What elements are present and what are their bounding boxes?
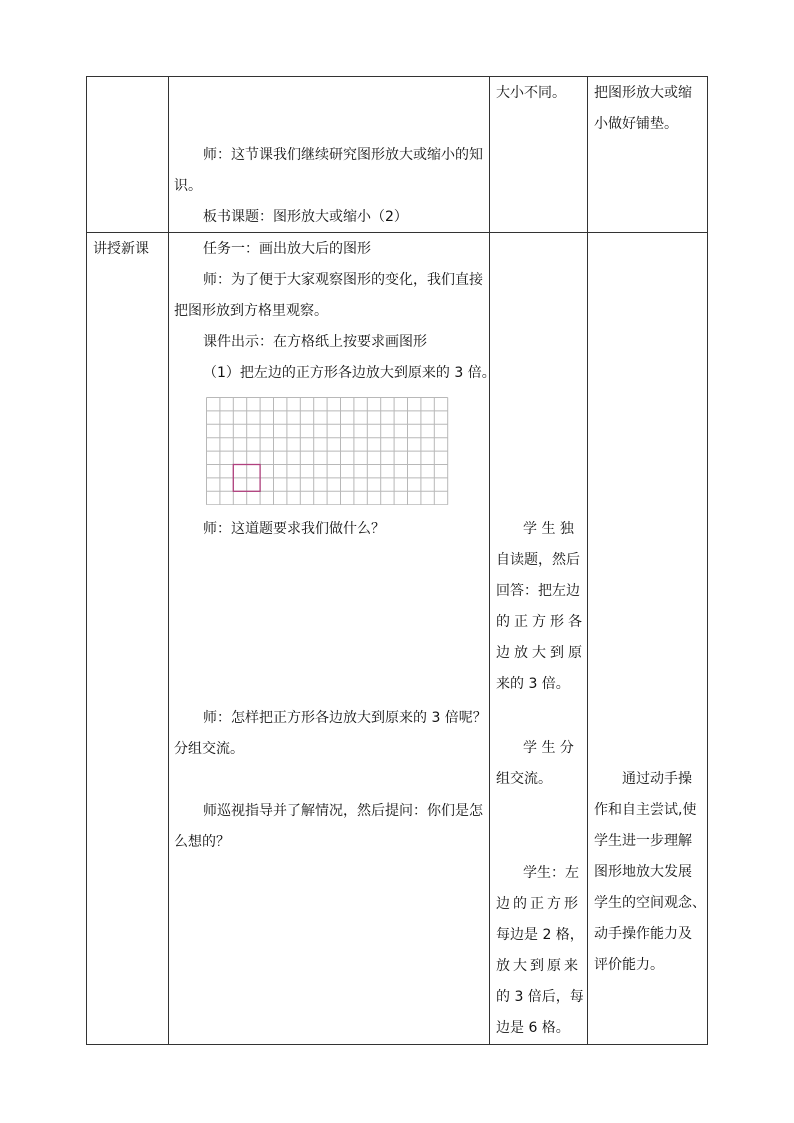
student-response-2 [496, 733, 582, 795]
column-divider-3 [587, 76, 588, 1045]
student-response-3 [496, 858, 582, 1044]
student-response-3-line-2: 边的正方形 [496, 896, 581, 912]
row1-intent-line-1: 把图形放大或缩 [594, 85, 692, 101]
student-response-1-line-2: 自读题，然后 [496, 552, 580, 568]
student-response-1-line-6: 来的 3 倍。 [496, 676, 570, 692]
row1-intent-line-2: 小做好铺垫。 [594, 116, 678, 132]
teacher-question-2-line-2: 分组交流。 [174, 741, 244, 757]
row1-teacher-line-2: 识。 [174, 178, 202, 194]
table-border-right [707, 76, 708, 1045]
design-intent-line-1: 通过动手操 [622, 771, 692, 787]
courseware-line: 课件出示：在方格纸上按要求画图形 [203, 334, 427, 350]
student-response-3-line-1: 学生：左 [523, 865, 579, 881]
task-title: 任务一：画出放大后的图形 [203, 241, 371, 257]
column-divider-1 [168, 76, 169, 1045]
row1-teacher-line-1: 师：这节课我们继续研究图形放大或缩小的知 [203, 147, 483, 163]
student-response-3-line-4: 放大到原来 [496, 958, 581, 974]
design-intent-line-6: 动手操作能力及 [594, 926, 692, 942]
student-response-2-line-1: 学 生 分 [523, 740, 574, 756]
design-intent-line-4: 图形地放大发展 [594, 864, 692, 880]
table-border-top [86, 76, 708, 77]
design-intent-line-5: 学生的空间观念、 [594, 895, 706, 911]
design-intent [594, 764, 704, 981]
student-response-1-line-5: 边放大到原 [496, 645, 586, 661]
design-intent-line-3: 学生进一步理解 [594, 833, 692, 849]
teacher-question-1: 师：这道题要求我们做什么？ [203, 521, 385, 537]
teacher-question-3-line-2: 么想的？ [174, 834, 230, 850]
student-response-2-line-2: 组交流。 [496, 771, 552, 787]
teacher-line-1: 师：为了便于大家观察图形的变化，我们直接 [203, 272, 483, 288]
teacher-line-2: 把图形放到方格里观察。 [174, 303, 328, 319]
teacher-question-2-line-1: 师：怎样把正方形各边放大到原来的 3 倍呢？ [203, 710, 487, 726]
grid-paper [206, 397, 449, 509]
design-intent-line-7: 评价能力。 [594, 957, 664, 973]
section-label: 讲授新课 [93, 241, 149, 257]
student-response-3-line-3: 每边是 2 格， [496, 927, 584, 943]
row1-board-title: 板书课题：图形放大或缩小（2） [203, 209, 408, 225]
student-response-3-line-6: 边是 6 格。 [496, 1020, 570, 1036]
design-intent-line-2: 作和自主尝试,使 [594, 802, 697, 818]
student-response-1 [496, 514, 586, 700]
student-response-1-line-1: 学 生 独 [523, 521, 574, 537]
table-border-bottom [86, 1044, 708, 1045]
problem-line: （1）把左边的正方形各边放大到原来的 3 倍。 [203, 365, 496, 381]
teacher-question-3-line-1: 师巡视指导并了解情况，然后提问：你们是怎 [203, 803, 483, 819]
student-response-3-line-5: 的 3 倍后，每 [496, 989, 584, 1005]
column-divider-2 [489, 76, 490, 1045]
student-response-1-line-4: 的正方形各 [496, 614, 586, 630]
row1-student-note: 大小不同。 [496, 85, 566, 101]
grid-paper-svg [206, 397, 449, 505]
table-border-left [86, 76, 87, 1045]
student-response-1-line-3: 回答：把左边 [496, 583, 580, 599]
